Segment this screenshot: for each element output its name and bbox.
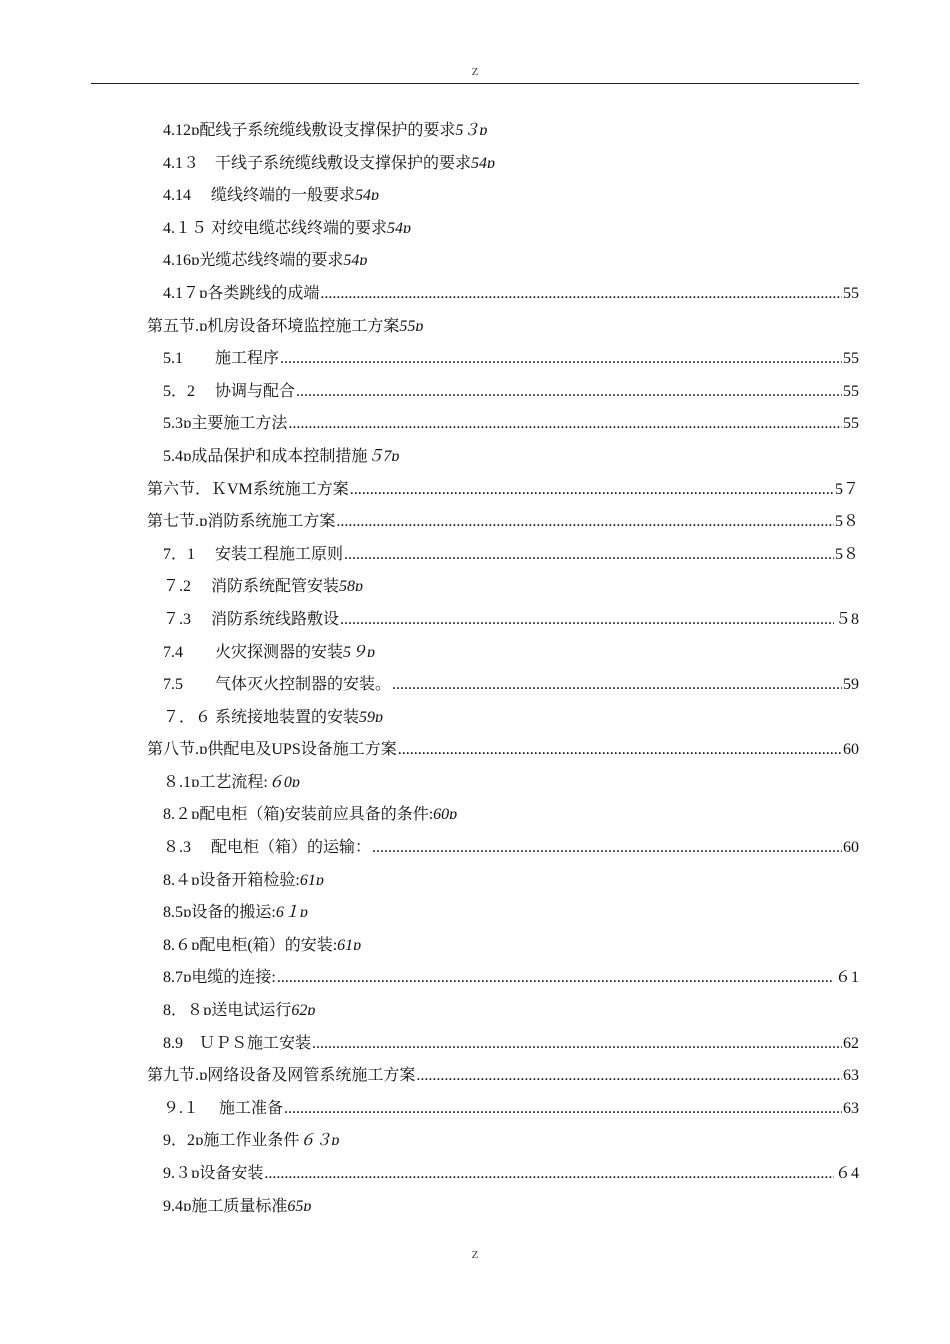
toc-entry-title: ８.1ɒ工艺流程: [163, 773, 268, 791]
toc-entry[interactable] [163, 865, 950, 898]
table-of-contents [0, 115, 950, 1223]
toc-page-number: 54ɒ [343, 252, 368, 270]
toc-dot-leader [296, 376, 842, 409]
toc-entry[interactable] [163, 637, 950, 670]
toc-entry[interactable] [163, 832, 859, 865]
toc-page-number: 61ɒ [337, 936, 362, 954]
toc-dot-leader [344, 539, 834, 572]
toc-page-number: ５8 [834, 610, 859, 628]
toc-entry[interactable] [163, 213, 950, 246]
toc-page-number: ５7ɒ [367, 447, 400, 465]
toc-entry[interactable] [163, 604, 859, 637]
toc-dot-leader [312, 1028, 842, 1061]
toc-page-number: ６３ɒ [299, 1132, 340, 1150]
toc-entry-title: 4.14 缆线终端的一般要求 [163, 187, 356, 205]
toc-entry-title: 4.16ɒ光缆芯线终端的要求 [163, 252, 344, 270]
toc-entry[interactable] [163, 245, 950, 278]
toc-entry[interactable] [163, 343, 859, 376]
toc-entry-title: 第六节．ＫVM系统施工方案 [147, 480, 349, 498]
toc-entry-title: 第五节.ɒ机房设备环境监控施工方案 [147, 317, 400, 335]
toc-page-number: 5７ [834, 480, 859, 498]
toc-entry-title: 4.12ɒ配线子系统缆线敷设支撑保护的要求 [163, 122, 456, 139]
page-header: Z [471, 66, 479, 78]
toc-page-number: ６1 [834, 969, 859, 987]
toc-dot-leader [277, 962, 834, 995]
toc-page-number: 60 [843, 741, 859, 759]
toc-page-number: 54ɒ [471, 154, 496, 172]
toc-entry[interactable] [163, 441, 950, 474]
toc-entry-title: 7．1 安装工程施工原则 [163, 545, 344, 563]
toc-page-number: 5８ [834, 513, 859, 531]
toc-entry-title: ７.2 消防系统配管安装 [163, 578, 340, 596]
toc-entry[interactable] [163, 962, 859, 995]
toc-page-number: 5８ [834, 545, 859, 563]
toc-entry-title: 第七节.ɒ消防系统施工方案 [147, 513, 336, 531]
toc-entry-title: 第八节.ɒ供配电及UPS设备施工方案 [147, 741, 397, 759]
toc-entry[interactable] [163, 180, 950, 213]
toc-entry-title: ８.3 配电柜（箱）的运输： [163, 839, 372, 857]
toc-entry[interactable] [163, 278, 859, 311]
toc-entry[interactable] [163, 1125, 950, 1158]
toc-dot-leader [398, 734, 842, 767]
toc-entry[interactable] [163, 702, 950, 735]
toc-entry-title: 9.３ɒ设备安装 [163, 1165, 264, 1182]
toc-page-number: 65ɒ [287, 1197, 312, 1215]
toc-page-number: 5３ɒ [455, 122, 488, 139]
toc-entry-title: 8.7ɒ电缆的连接: [163, 969, 276, 987]
toc-entry[interactable] [163, 539, 859, 572]
toc-entry[interactable] [163, 115, 950, 148]
toc-entry-title: 9.4ɒ施工质量标准 [163, 1197, 288, 1215]
toc-entry-title: 7.5 气体灭火控制器的安装。 [163, 676, 392, 694]
toc-dot-leader [284, 1093, 842, 1126]
toc-dot-leader [320, 278, 842, 311]
toc-entry[interactable] [163, 408, 859, 441]
toc-entry-title: ７．６ 系统接地装置的安装 [163, 708, 360, 726]
toc-dot-leader [340, 604, 834, 637]
toc-dot-leader [288, 408, 842, 441]
toc-page-number: 55 [843, 415, 859, 433]
toc-entry-title: 8.２ɒ配电柜（箱)安装前应具备的条件: [163, 806, 434, 824]
header-rule [91, 83, 859, 84]
toc-entry[interactable] [147, 311, 950, 344]
toc-entry[interactable] [147, 506, 859, 539]
toc-entry-title: ７.3 消防系统线路敷设 [163, 610, 340, 628]
toc-entry-title: 4.１５ 对绞电缆芯线终端的要求 [163, 219, 388, 237]
toc-page-number: 54ɒ [355, 187, 380, 205]
toc-page-number: ６4 [834, 1165, 859, 1182]
toc-page-number: 63 [843, 1067, 859, 1085]
toc-page-number: 59 [843, 676, 859, 694]
toc-entry[interactable] [163, 1191, 950, 1224]
toc-entry[interactable] [147, 734, 859, 767]
toc-entry-title: 5.4ɒ成品保护和成本控制措施 [163, 447, 368, 465]
toc-entry[interactable] [163, 376, 859, 409]
toc-entry[interactable] [163, 1158, 859, 1191]
toc-entry-title: ９.１ 施工准备 [163, 1099, 284, 1117]
toc-page-number: 62 [843, 1034, 859, 1052]
toc-entry-title: 4.1３ 干线子系统缆线敷设支撑保护的要求 [163, 154, 472, 172]
toc-dot-leader [350, 474, 834, 507]
toc-page-number: 59ɒ [359, 708, 384, 726]
toc-entry-title: 5．2 协调与配合 [163, 382, 296, 400]
toc-dot-leader [264, 1158, 834, 1191]
toc-entry[interactable] [163, 571, 950, 604]
toc-entry[interactable] [163, 148, 950, 181]
toc-dot-leader [392, 669, 842, 702]
toc-dot-leader [372, 832, 842, 865]
toc-page-number: 54ɒ [387, 219, 412, 237]
page-footer: Z [471, 1249, 479, 1261]
toc-entry[interactable] [163, 1028, 859, 1061]
toc-entry[interactable] [163, 669, 859, 702]
toc-page-number: 63 [843, 1099, 859, 1117]
toc-entry-title: 4.1７ɒ各类跳线的成端 [163, 284, 320, 302]
toc-dot-leader [280, 343, 842, 376]
toc-page-number: 62ɒ [291, 1002, 316, 1020]
toc-entry-title: 5.1 施工程序 [163, 350, 280, 368]
toc-entry-title: 8.5ɒ设备的搬运: [163, 904, 276, 922]
toc-entry-title: 9．2ɒ施工作业条件 [163, 1132, 300, 1150]
toc-page-number: 60 [843, 839, 859, 857]
toc-page-number: 55 [843, 284, 859, 302]
toc-entry[interactable] [163, 930, 950, 963]
toc-entry[interactable] [163, 1093, 859, 1126]
toc-dot-leader [336, 506, 834, 539]
toc-page-number: 55ɒ [399, 317, 424, 335]
toc-page-number: 6１ɒ [275, 904, 308, 922]
toc-entry-title: 第九节.ɒ网络设备及网管系统施工方案 [147, 1067, 416, 1085]
toc-page-number: ６0ɒ [267, 773, 300, 791]
toc-entry-title: 8．８ɒ送电试运行 [163, 1002, 292, 1020]
toc-entry[interactable] [163, 897, 950, 930]
toc-entry[interactable] [147, 474, 859, 507]
toc-dot-leader [416, 1060, 842, 1093]
toc-entry[interactable] [163, 995, 950, 1028]
toc-entry-title: 7.4 火灾探测器的安装 [163, 643, 344, 661]
toc-entry-title: 8.６ɒ配电柜(箱）的安装: [163, 936, 338, 954]
toc-entry-title: 8.４ɒ设备开箱检验: [163, 871, 300, 889]
toc-entry-title: 5.3ɒ主要施工方法 [163, 415, 288, 433]
toc-page-number: 55 [843, 350, 859, 368]
toc-entry[interactable] [163, 767, 950, 800]
toc-page-number: 60ɒ [433, 806, 458, 824]
toc-page-number: 5９ɒ [343, 643, 376, 661]
toc-entry[interactable] [163, 799, 950, 832]
toc-page-number: 58ɒ [339, 578, 364, 596]
toc-page-number: 55 [843, 382, 859, 400]
toc-entry-title: 8.9 ＵＰＳ施工安装 [163, 1034, 312, 1052]
toc-page-number: 61ɒ [299, 871, 324, 889]
toc-entry[interactable] [147, 1060, 859, 1093]
